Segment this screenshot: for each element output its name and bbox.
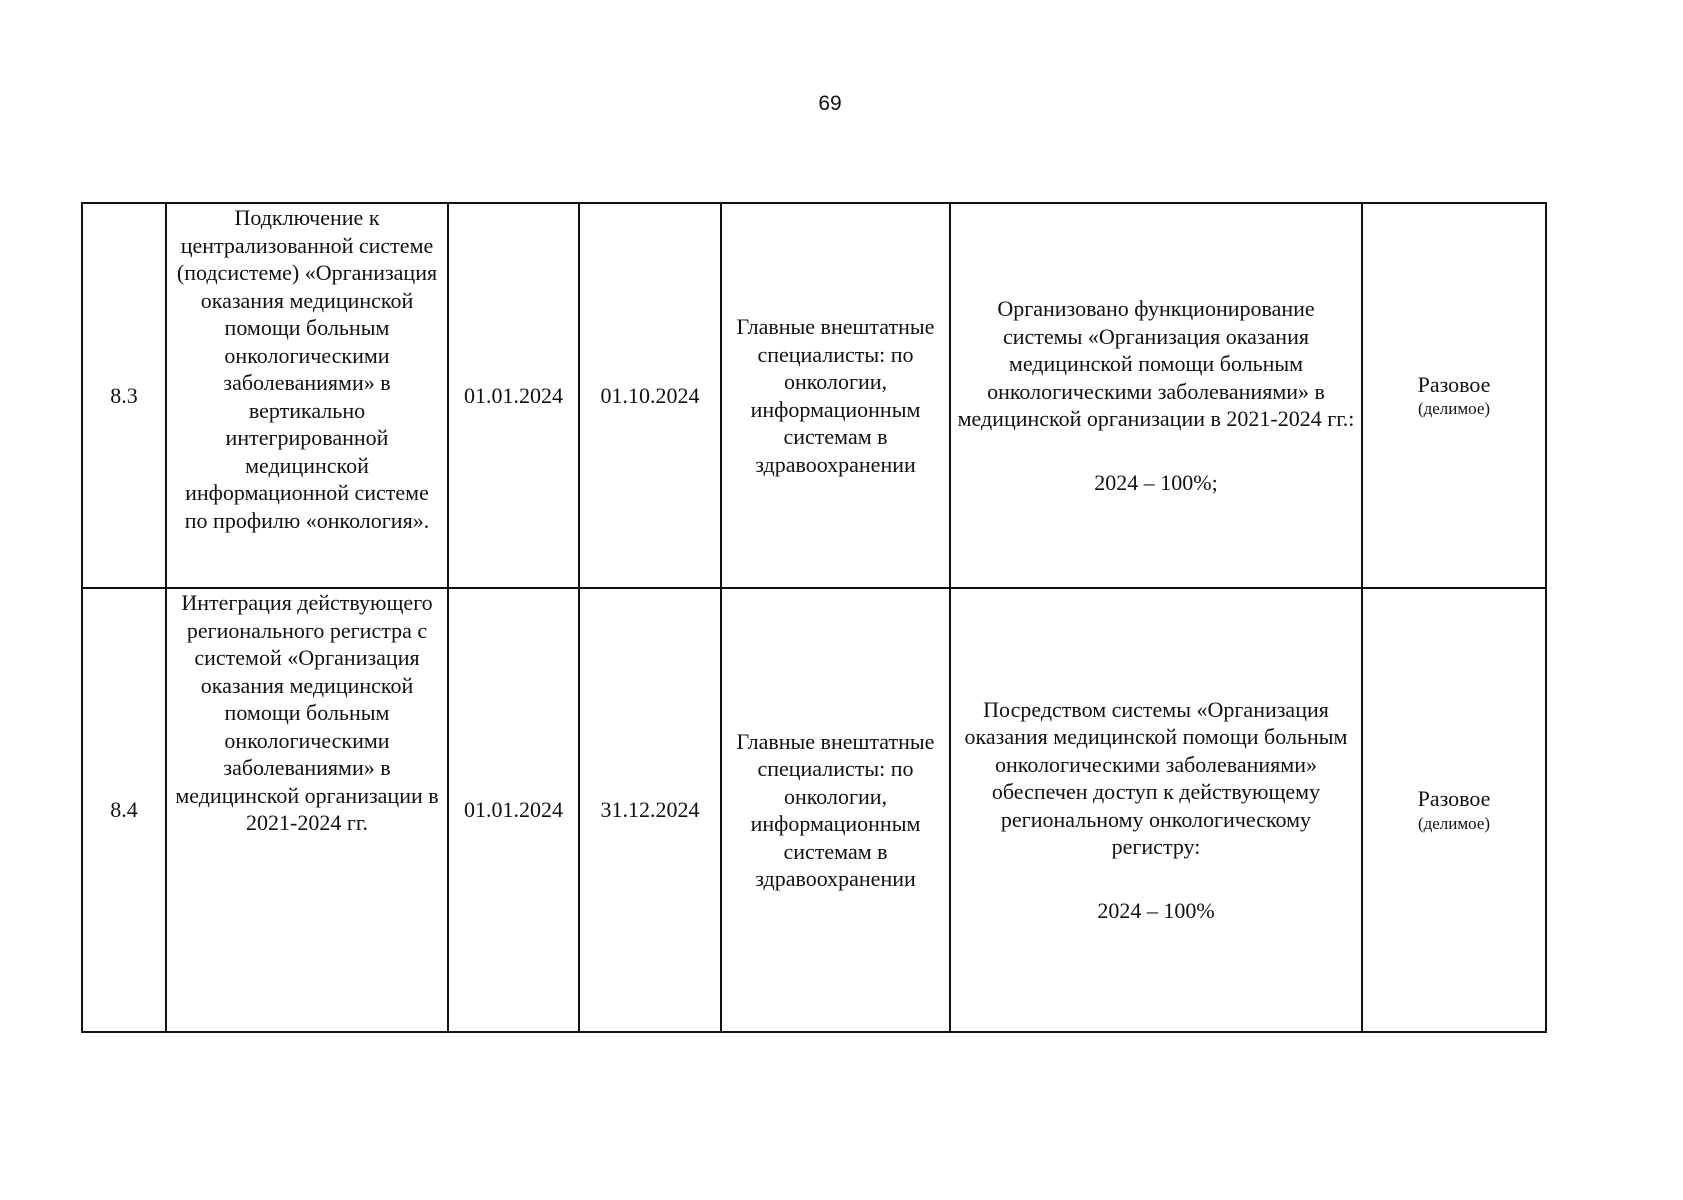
result-value: 2024 – 100%; (1094, 469, 1218, 495)
type-sub-label: (делимое) (1417, 813, 1491, 833)
row-number-cell: 8.3 (82, 203, 166, 588)
start-date-cell: 01.01.2024 (448, 203, 579, 588)
result-text: Посредством системы «Организация оказания медицинской помощи больным онкологическими заболеваниями» обеспечен доступ к действующему региональному онкологическому регистру: (964, 696, 1348, 860)
table-row (82, 203, 1546, 588)
result-text: Организовано функционирование системы «Организация оказания медицинской помощи больным онкологическими заболеваниями» в медицинской организации в 2021-2024 гг.: (957, 296, 1355, 431)
table-row (82, 588, 1546, 1032)
type-main-label: Разовое (1417, 786, 1491, 812)
end-date-cell: 31.12.2024 (579, 588, 721, 1032)
measure-name-cell: Подключение к централизованной системе (подсистеме) «Организация оказания медицинской помощи больным онкологическими заболеваниями» в вертикально интегрированной медицинской информационной системе по профилю «онкология». (166, 203, 448, 588)
type-cell (1362, 203, 1546, 588)
responsible-cell: Главные внештатные специалисты: по онкологии, информационным системам в здравоохранении (721, 588, 950, 1032)
end-date-cell: 01.10.2024 (579, 203, 721, 588)
type-cell (1362, 588, 1546, 1032)
type-sub-label: (делимое) (1417, 399, 1491, 419)
result-cell (950, 588, 1362, 1032)
start-date-cell: 01.01.2024 (448, 588, 579, 1032)
result-value: 2024 – 100% (1097, 897, 1215, 923)
result-cell (950, 203, 1362, 588)
row-number-cell: 8.4 (82, 588, 166, 1032)
responsible-cell: Главные внештатные специалисты: по онкологии, информационным системам в здравоохранении (721, 203, 950, 588)
measures-table (81, 202, 1547, 1033)
type-main-label: Разовое (1417, 371, 1491, 397)
page-number: 69 (818, 92, 842, 115)
measure-name-cell: Интеграция действующего регионального регистра с системой «Организация оказания медицинской помощи больным онкологическими заболеваниями» в медицинской организации в 2021-2024 гг. (166, 588, 448, 1032)
